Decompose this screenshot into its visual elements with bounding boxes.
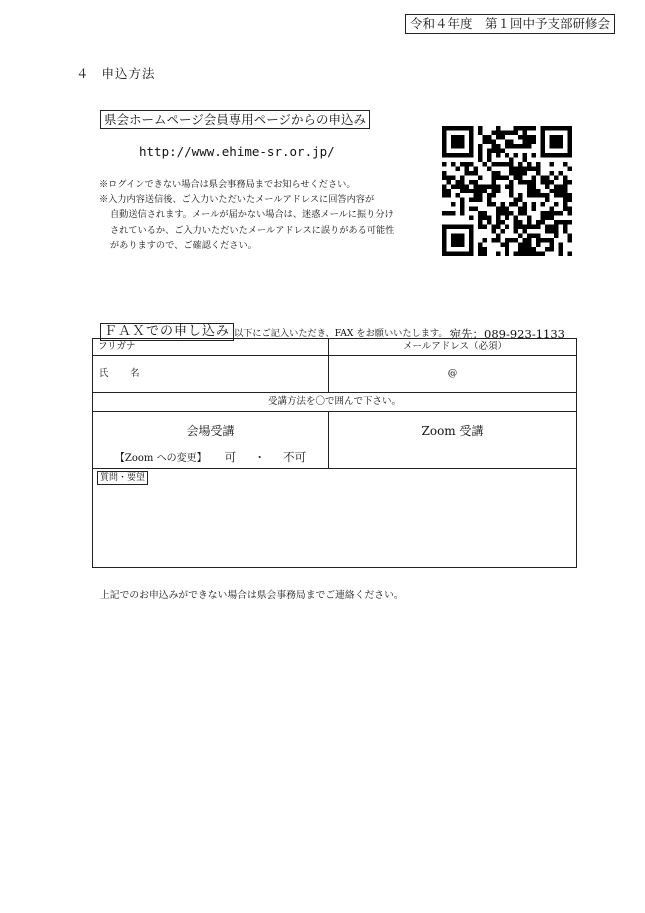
section-number: ４ (76, 66, 90, 81)
section-heading (76, 64, 156, 82)
option-separator: ・ (254, 451, 266, 464)
section-title: 申込方法 (101, 66, 156, 81)
note-line: ※ログインできない場合は県会事務局までお知らせください。 (99, 179, 356, 190)
fax-application-heading: ＦＡＸでの申し込み (100, 323, 234, 341)
name-label: 氏 名 (99, 368, 146, 379)
fax-heading-line (100, 322, 565, 339)
note-line: ※入力内容送信後、ご入力いただいたメールアドレスに回答内容が (99, 194, 375, 206)
note-line: がありますので、ご確認ください。 (110, 239, 257, 251)
fax-application-form (92, 338, 577, 568)
event-title-badge: 令和４年度 第１回中予支部研修会 (405, 14, 615, 34)
fax-instruction: 以下にご記入いただき、FAX をお願いいたします。 (234, 328, 448, 339)
venue-label: 会場受講 (186, 424, 235, 438)
furigana-label: フリガナ (93, 339, 329, 356)
fax-recipient: 宛先：089-923-1133 (449, 327, 565, 341)
zoom-ng-option[interactable]: 不可 (283, 450, 307, 464)
questions-field[interactable] (93, 469, 577, 568)
web-application-heading: 県会ホームページ会員専用ページからの申込み (100, 110, 370, 129)
qr-code-icon[interactable] (442, 126, 572, 256)
web-notes (99, 177, 419, 253)
zoom-option-cell[interactable] (329, 412, 577, 469)
questions-label: 質問・要望 (97, 471, 148, 485)
footer-note: 上記でのお申込みができない場合は県会事務局までご連絡ください。 (100, 590, 404, 601)
zoom-label: Zoom 受講 (421, 424, 484, 438)
venue-option-cell[interactable] (93, 412, 329, 469)
method-instruction: 受講方法を〇で囲んで下さい。 (93, 393, 577, 412)
email-label: メールアドレス（必須） (329, 339, 577, 356)
note-line: されているか、ご入力いただいたメールアドレスに誤りがある可能性 (110, 224, 395, 236)
zoom-ok-option[interactable]: 可 (224, 450, 237, 464)
note-line: 自動送信されます。メールが届かない場合は、迷惑メールに振り分け (110, 209, 394, 221)
zoom-change-label: 【Zoom への変更】 (114, 453, 207, 464)
zoom-change-row (93, 449, 328, 465)
email-field[interactable] (329, 356, 577, 393)
website-url-link[interactable]: http://www.ehime-sr.or.jp/ (139, 144, 335, 159)
email-at-sign: @ (447, 368, 458, 379)
name-field[interactable] (93, 356, 329, 393)
